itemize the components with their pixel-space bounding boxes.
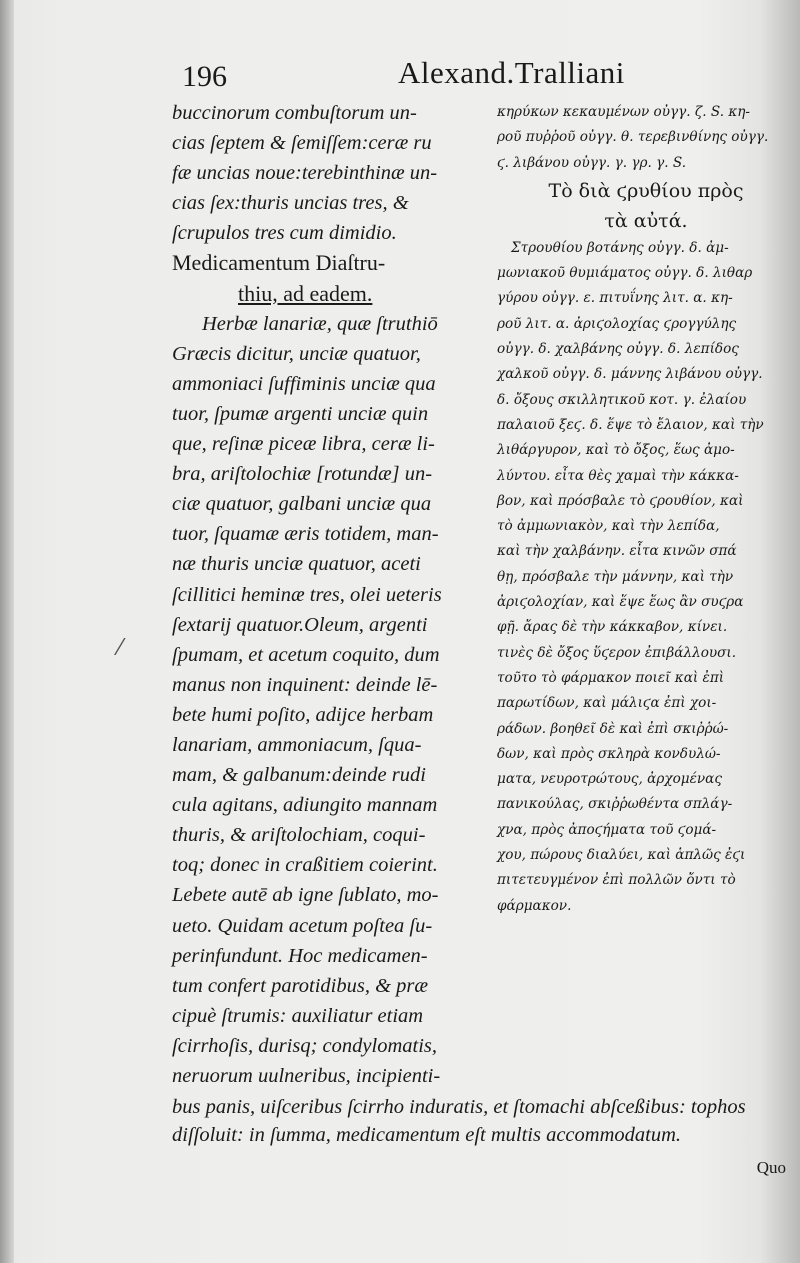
greek-line: χνα, πρὸς ἀποϛήματα τοῦ ϛομά-	[497, 821, 717, 838]
latin-line: manus non inquinent: deinde lē-	[172, 673, 438, 696]
greek-line: δων, καὶ πρὸς σκληρὰ κονδυλώ-	[497, 745, 721, 762]
greek-line: παρωτίδων, καὶ μάλιϛα ἐπὶ χοι-	[497, 695, 717, 712]
latin-line: lanariam, ammoniacum, ſqua-	[172, 733, 422, 756]
latin-line: ammoniaci ſuffiminis unciæ qua	[172, 372, 436, 395]
latin-line: ſpumam, et acetum coquito, dum	[172, 643, 440, 666]
greek-line: ροῦ λιτ. α. ἀριϛολοχίας ϛρογγύλης	[497, 315, 737, 332]
latin-line: Lebete autē ab igne ſublato, mo-	[172, 884, 439, 907]
latin-line: cula agitans, adiungito mannam	[172, 794, 438, 817]
latin-line: ſcillitici heminæ tres, olei ueteris	[172, 583, 442, 606]
greek-line: Στρουθίου βοτάνης οὐγγ. δ. ἀμ-	[511, 239, 729, 256]
latin-line: mam, & galbanum:deinde rudi	[172, 764, 426, 787]
latin-line: thuris, & ariſtolochiam, coqui-	[172, 824, 426, 847]
latin-line: bete humi poſito, adijce herbam	[172, 703, 434, 726]
greek-column	[497, 100, 795, 919]
latin-line: fæ uncias noue:terebinthinæ un-	[172, 162, 438, 185]
greek-line: ματα, νευροτρώτους, ἀρχομένας	[497, 771, 722, 788]
page-number: 196	[182, 60, 227, 93]
greek-line: θῃ, πρόσβαλε τὴν μάννην, καὶ τὴν	[497, 568, 734, 585]
greek-line: φάρμακον.	[497, 897, 572, 914]
latin-line: bus panis, uiſceribus ſcirrho induratis, et ſtomachi abſceßibus: tophos	[172, 1096, 746, 1118]
latin-line: diſſoluit: in ſumma, medicamentum eſt multis accommodatum.	[172, 1124, 682, 1146]
greek-line: γύρου οὐγγ. ε. πιτυΐνης λιτ. α. κη-	[497, 290, 733, 307]
latin-line: buccinorum combuſtorum un-	[172, 102, 417, 124]
greek-line: πιτετευγμένον ἐπὶ πολλῶν ὄντι τὸ	[497, 872, 736, 889]
page-gutter	[0, 0, 14, 1263]
latin-line: ſextarij quatuor.Oleum, argenti	[172, 613, 428, 636]
greek-line: καὶ τὴν χαλβάνην. εἶτα κινῶν σπά	[497, 543, 737, 560]
margin-mark: ⁄	[118, 636, 122, 661]
latin-line: cipuè ſtrumis: auxiliatur etiam	[172, 1004, 424, 1027]
greek-line: ἀριϛολοχίαν, καὶ ἕψε ἕως ἂν συϛρα	[497, 594, 744, 611]
greek-line: κηρύκων κεκαυμένων οὐγγ. ζ. S. κη-	[497, 104, 750, 120]
latin-line: tuor, ſquamæ æris totidem, man-	[172, 523, 439, 546]
latin-line: tuor, ſpumæ argenti unciæ quin	[172, 402, 429, 425]
greek-line: βον, καὶ πρόσβαλε τὸ ϛρουθίον, καὶ	[497, 492, 744, 509]
full-width-text	[172, 1093, 782, 1149]
latin-line: toq; donec in craßitiem coierint.	[172, 854, 438, 877]
latin-line: næ thuris unciæ quatuor, aceti	[172, 553, 421, 576]
latin-line: bra, ariſtolochiæ [rotundæ] un-	[172, 463, 433, 486]
catchword: Quo	[756, 1158, 786, 1177]
greek-section-title-continued: τὰ αὐτά.	[604, 209, 688, 232]
latin-line: tum confert parotidibus, & præ	[172, 974, 429, 997]
greek-line: μωνιακοῦ θυμιάματος οὐγγ. δ. λιθαρ	[497, 265, 753, 282]
greek-line: λιθάργυρον, καὶ τὸ ὄξος, ἕως ἀμο-	[497, 442, 735, 459]
greek-line: οὐγγ. δ. χαλβάνης οὐγγ. δ. λεπίδος	[497, 341, 739, 358]
greek-line: φῇ. ἄρας δὲ τὴν κάκκαβον, κίνει.	[497, 619, 728, 636]
section-heading: Medicamentum Diaſtru-	[172, 250, 386, 276]
latin-line: cias ſex:thuris uncias tres, &	[172, 192, 409, 215]
section-heading-continued: thiu, ad eadem.	[238, 280, 373, 306]
greek-line: ϛ. λιβάνου οὐγγ. γ. γρ. γ. S.	[497, 154, 687, 171]
greek-line: τὸ ἀμμωνιακὸν, καὶ τὴν λεπίδα,	[497, 518, 720, 535]
greek-line: πανικούλας, σκιῤῥωθέντα σπλάγ-	[497, 796, 733, 813]
greek-line: ροῦ πυῤῥοῦ οὐγγ. θ. τερεβινθίνης οὐγγ.	[497, 129, 769, 146]
greek-line: παλαιοῦ ξεϛ. δ. ἕψε τὸ ἔλαιον, καὶ τὴν	[497, 416, 764, 433]
greek-line: δ. ὄξους σκιλλητικοῦ κοτ. γ. ἐλαίου	[497, 391, 747, 408]
latin-line: que, reſinæ piceæ libra, ceræ li-	[172, 433, 435, 456]
latin-line: cias ſeptem & ſemiſſem:ceræ ru	[172, 132, 432, 155]
latin-column	[172, 98, 482, 1091]
latin-line: Herbæ lanariæ, quæ ſtruthiō	[202, 312, 438, 335]
latin-line: perinfundunt. Hoc medicamen-	[172, 944, 428, 967]
greek-line: χου, πώρους διαλύει, καὶ ἁπλῶς ἐϛι	[497, 847, 746, 864]
greek-section-title: Τὸ διὰ ϛρυθίου πρὸς	[548, 179, 744, 202]
running-head: Alexand.Tralliani	[398, 55, 625, 90]
latin-line: ciæ quatuor, galbani unciæ qua	[172, 493, 432, 516]
latin-line: Græcis dicitur, unciæ quatuor,	[172, 342, 421, 365]
greek-line: λύντου. εἶτα θὲς χαμαὶ τὴν κάκκα-	[497, 467, 739, 484]
greek-line: τοῦτο τὸ φάρμακον ποιεῖ καὶ ἐπὶ	[497, 669, 725, 686]
latin-line: ueto. Quidam acetum poſtea ſu-	[172, 914, 433, 937]
latin-line: ſcrupulos tres cum dimidio.	[172, 222, 397, 245]
greek-line: τινὲς δὲ ὄξος ὕϛερον ἐπιβάλλουσι.	[497, 644, 737, 661]
latin-line: neruorum uulneribus, incipienti-	[172, 1065, 441, 1087]
latin-line: ſcirrhoſis, durisq; condylomatis,	[172, 1034, 437, 1057]
greek-line: χαλκοῦ οὐγγ. δ. μάννης λιβάνου οὐγγ.	[497, 366, 763, 383]
greek-line: ράδων. βοηθεῖ δὲ καὶ ἐπὶ σκιῤῥώ-	[497, 720, 729, 737]
